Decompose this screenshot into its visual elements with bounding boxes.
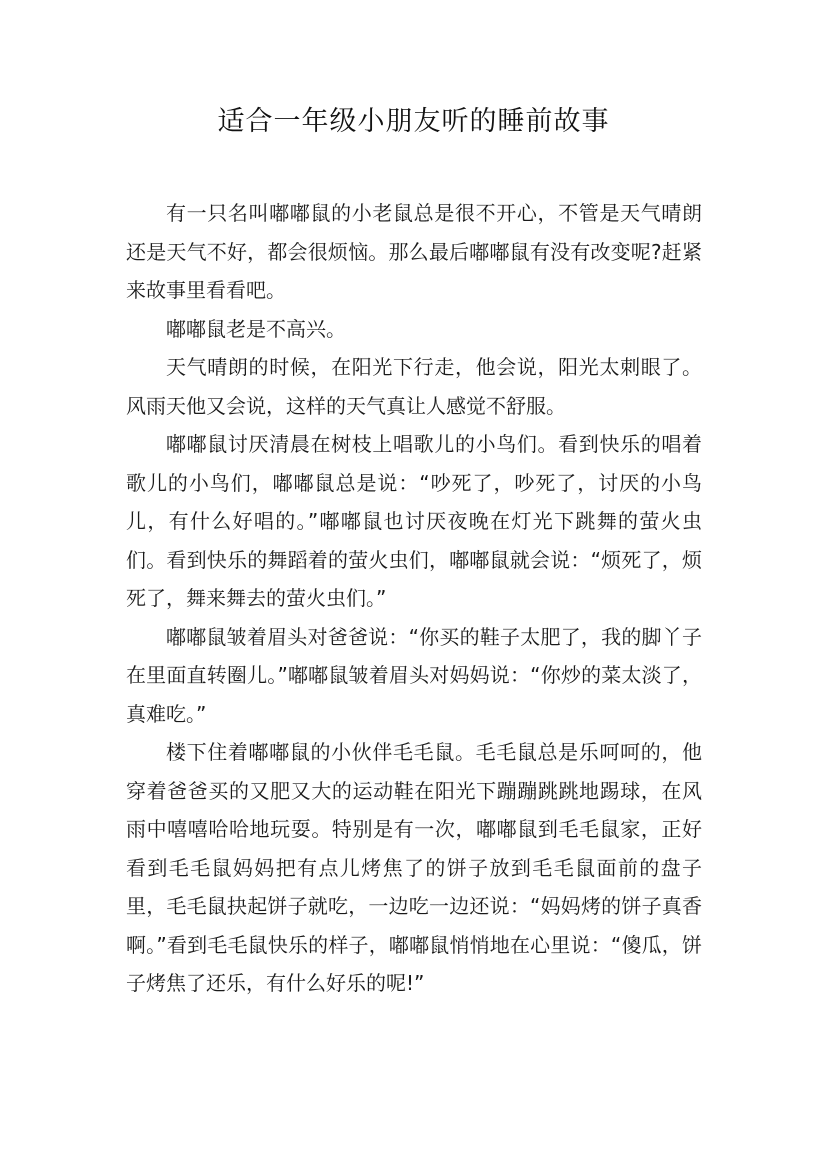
paragraph-5: 嘟嘟鼠皱着眉头对爸爸说：“你买的鞋子太肥了，我的脚丫子在里面直转圈儿。”嘟嘟鼠皱着眉头对妈妈说：“你炒的菜太淡了，真难吃。” bbox=[126, 624, 702, 726]
document-body bbox=[126, 194, 702, 1003]
paragraph-1: 有一只名叫嘟嘟鼠的小老鼠总是很不开心，不管是天气晴朗还是天气不好，都会很烦恼。那么最后嘟嘟鼠有没有改变呢?赶紧来故事里看看吧。 bbox=[126, 201, 702, 302]
document-title: 适合一年级小朋友听的睡前故事 bbox=[217, 106, 610, 137]
paragraph-4: 嘟嘟鼠讨厌清晨在树枝上唱歌儿的小鸟们。看到快乐的唱着歌儿的小鸟们，嘟嘟鼠总是说：“吵死了，吵死了，讨厌的小鸟儿，有什么好唱的。”嘟嘟鼠也讨厌夜晚在灯光下跳舞的萤火虫们。看到快乐的舞蹈着的萤火虫们，嘟嘟鼠就会说：“烦死了，烦死了，舞来舞去的萤火虫们。” bbox=[126, 432, 702, 610]
paragraph-3: 天气晴朗的时候，在阳光下行走，他会说，阳光太刺眼了。风雨天他又会说，这样的天气真让人感觉不舒服。 bbox=[126, 355, 702, 418]
paragraph-6: 楼下住着嘟嘟鼠的小伙伴毛毛鼠。毛毛鼠总是乐呵呵的，他穿着爸爸买的又肥又大的运动鞋在阳光下蹦蹦跳跳地踢球，在风雨中嘻嘻哈哈地玩耍。特别是有一次，嘟嘟鼠到毛毛鼠家，正好看到毛毛鼠妈妈把有点儿烤焦了的饼子放到毛毛鼠面前的盘子里，毛毛鼠抉起饼子就吃，一边吃一边还说：“妈妈烤的饼子真香啊。”看到毛毛鼠快乐的样子，嘟嘟鼠悄悄地在心里说：“傻瓜，饼子烤焦了还乐，有什么好乐的呢!” bbox=[126, 740, 702, 995]
paragraph-2: 嘟嘟鼠老是不高兴。 bbox=[166, 316, 346, 341]
